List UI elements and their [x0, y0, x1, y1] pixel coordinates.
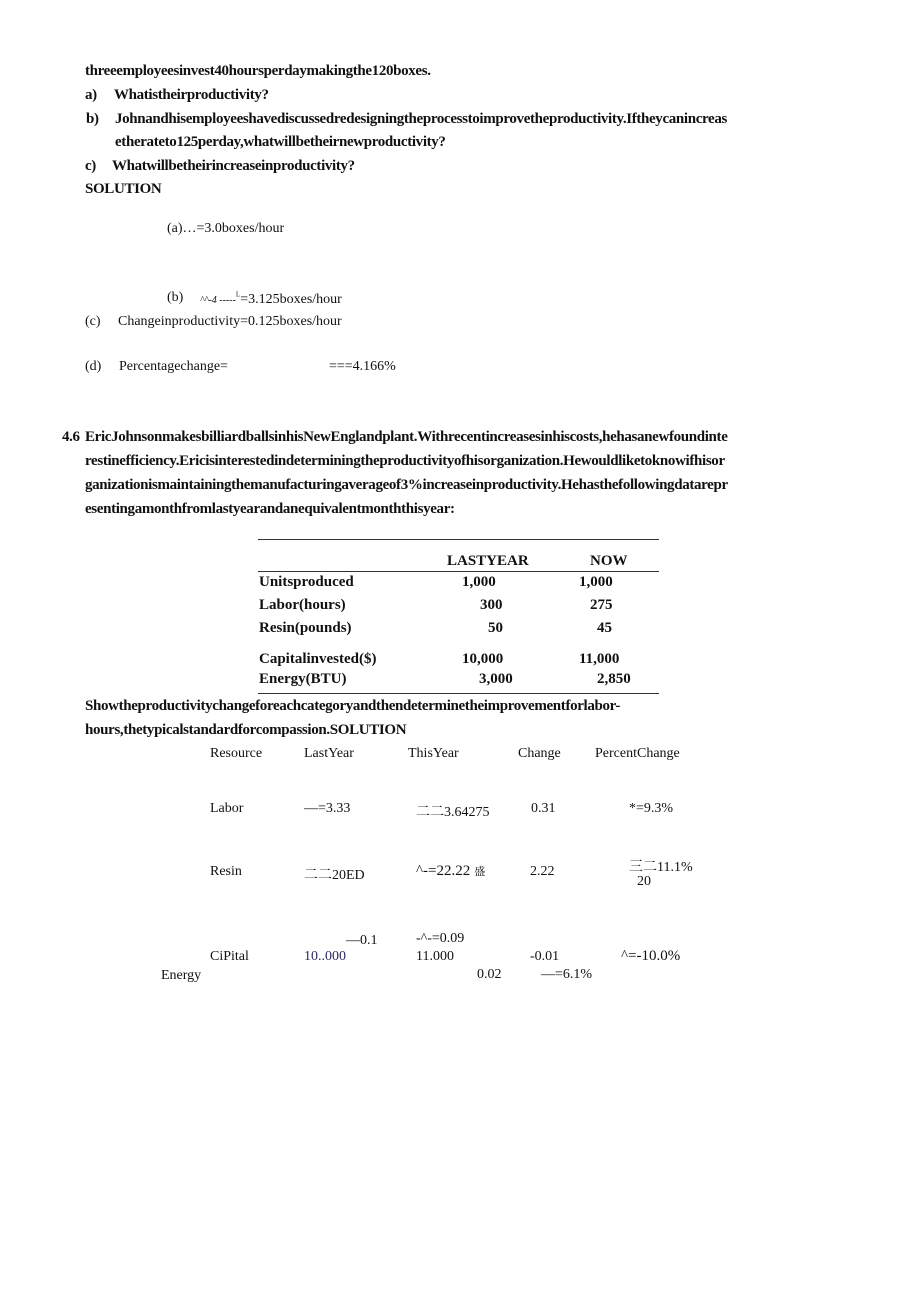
solution-b-fraction	[200, 290, 342, 308]
results-header-this-year: ThisYear	[408, 746, 459, 761]
solution-b-sup: L	[235, 290, 241, 299]
table-row-label: Resin(pounds)	[259, 620, 352, 636]
solution-d-value: ===4.166%	[329, 359, 396, 374]
solution-c-label: (c)	[85, 314, 101, 329]
results-energy-change: 0.02	[477, 967, 502, 982]
question-b-letter: b)	[86, 111, 99, 127]
table-row-label: Energy(BTU)	[259, 671, 347, 687]
table-cell-now: 11,000	[579, 651, 620, 667]
results-resin-change: 2.22	[530, 864, 555, 879]
results-resin-pct-sub: 20	[637, 874, 651, 889]
question-a-text: Whatistheirproductivity?	[114, 87, 269, 103]
solution-b-garble: ^^-4 -----	[200, 295, 236, 306]
solution-b-value: =3.125boxes/hour	[240, 292, 342, 307]
solution-d-label: (d)	[85, 359, 102, 374]
table-row-label: Unitsproduced	[259, 574, 354, 590]
question-c-text: Whatwillbetheirincreaseinproductivity?	[112, 158, 355, 174]
problem-line-1: EricJohnsonmakesbilliardballsinhisNewEnglandplant.Withrecentincreasesinhiscosts,hehasanewfoundinte	[85, 429, 728, 445]
solution-d-text: Percentagechange=	[119, 359, 228, 374]
results-labor-last: —=3.33	[304, 801, 351, 816]
problem-line-3: ganizationismaintainingthemanufacturingaverageof3%increaseinproductivity.Hehasthefollowingdatarepr	[85, 477, 728, 493]
table-cell-last: 3,000	[479, 671, 513, 687]
problem-line-2: restinefficiency.Ericisinterestedindeterminingtheproductivityofhisorganization.Hewouldliketoknowifhisor	[85, 453, 725, 469]
results-header-percent-change: PercentChange	[595, 746, 680, 761]
results-capital-change: -0.01	[530, 949, 560, 964]
results-resin-this	[416, 862, 485, 880]
results-capital-pct: ^=-10.0%	[621, 948, 681, 964]
table-cell-now: 275	[590, 597, 613, 613]
show-text-line-1: Showtheproductivitychangeforeachcategoryandthendeterminetheimprovementforlabor-	[85, 698, 621, 714]
show-text-line-2: hours,thetypicalstandardforcompassion.SOLUTION	[85, 722, 407, 738]
table-cell-now: 1,000	[579, 574, 613, 590]
results-resin-pct: 三二11.1%	[629, 860, 693, 875]
solution-c-text: Changeinproductivity=0.125boxes/hour	[118, 314, 342, 329]
results-header-last-year: LastYear	[304, 746, 354, 761]
question-a-letter: a)	[85, 87, 97, 103]
question-c-letter: c)	[85, 158, 96, 174]
table-header-last-year: LASTYEAR	[447, 553, 529, 569]
table-cell-last: 300	[480, 597, 503, 613]
results-resin-last: 二二20ED	[304, 868, 365, 883]
results-header-change: Change	[518, 746, 561, 761]
solution-heading: SOLUTION	[85, 181, 162, 197]
table-header-rule	[258, 571, 659, 572]
question-b-text-cont: etherateto125perday,whatwillbetheirnewproductivity?	[115, 134, 446, 150]
table-cell-now: 45	[597, 620, 612, 636]
results-capital-last-top: —0.1	[346, 933, 378, 948]
results-resin-this-value: ^-=22.22	[416, 863, 471, 879]
results-resin-this-glyph: 盛	[474, 866, 486, 878]
table-cell-now: 2,850	[597, 671, 631, 687]
results-labor-this: 二二3.64275	[416, 805, 490, 820]
table-cell-last: 50	[488, 620, 503, 636]
results-labor-label: Labor	[210, 801, 244, 816]
table-cell-last: 10,000	[462, 651, 504, 667]
problem-line-4: esentingamonthfromlastyearandanequivalentmonththisyear:	[85, 501, 455, 517]
problem-number: 4.6	[62, 429, 80, 445]
results-energy-label: Energy	[161, 968, 202, 983]
results-capital-last: 10..000	[304, 949, 346, 964]
results-labor-pct: *=9.3%	[629, 801, 674, 816]
table-header-now: NOW	[590, 553, 628, 569]
solution-a: (a)…=3.0boxes/hour	[167, 221, 285, 236]
question-b-text: Johnandhisemployeeshavediscussedredesigningtheprocesstoimprovetheproductivity.Iftheycanincreas	[115, 111, 728, 127]
results-resin-label: Resin	[210, 864, 242, 879]
solution-b-label: (b)	[167, 290, 184, 305]
results-energy-pct: —=6.1%	[541, 967, 593, 982]
intro-line: threeemployeesinvest40hoursperdaymakingthe120boxes.	[85, 63, 431, 79]
table-row-label: Capitalinvested($)	[259, 651, 377, 667]
results-capital-this: 11.000	[416, 949, 454, 964]
results-capital-this-top: -^-=0.09	[416, 931, 465, 946]
results-labor-change: 0.31	[531, 801, 556, 816]
table-top-rule	[258, 539, 659, 540]
table-bottom-rule	[258, 693, 659, 694]
table-row-label: Labor(hours)	[259, 597, 346, 613]
results-header-resource: Resource	[210, 746, 263, 761]
table-cell-last: 1,000	[462, 574, 496, 590]
results-capital-label: CiPital	[210, 949, 249, 964]
